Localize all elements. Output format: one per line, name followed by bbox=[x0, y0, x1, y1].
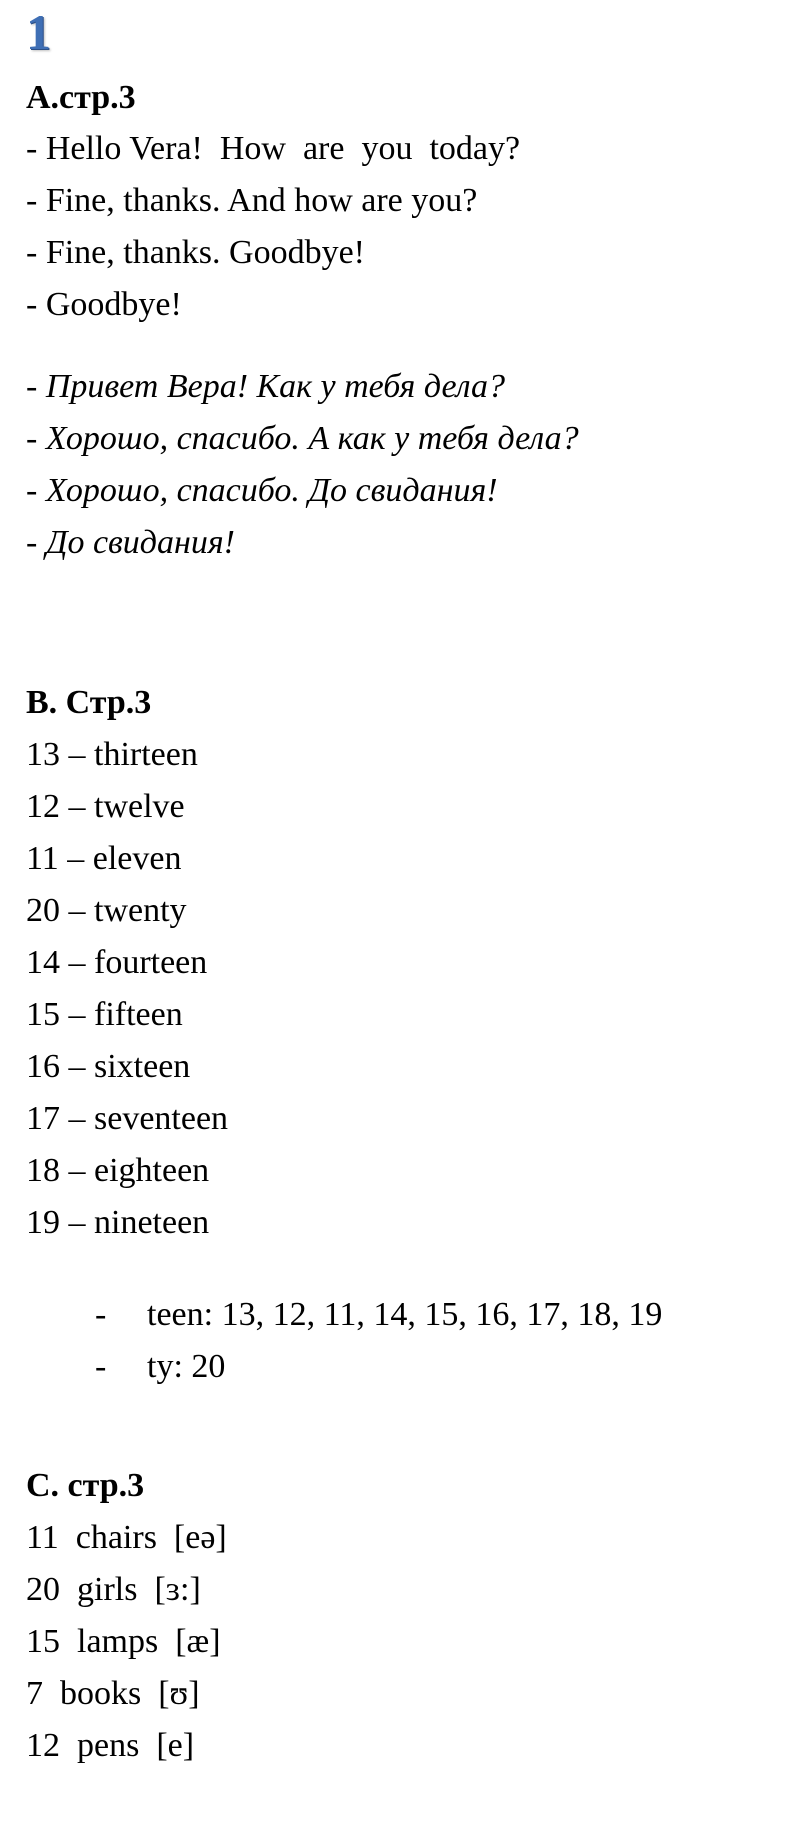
phonetic-line: 7 books [ʊ] bbox=[26, 1675, 200, 1712]
dialogue-line-en: - Fine, thanks. And how are you? bbox=[26, 182, 478, 219]
section-c-heading: C. стр.3 bbox=[26, 1467, 145, 1504]
number-word-line: 11 – eleven bbox=[26, 840, 182, 877]
number-word-line: 14 – fourteen bbox=[26, 944, 208, 981]
number-word-line: 19 – nineteen bbox=[26, 1204, 210, 1241]
number-word-line: 13 – thirteen bbox=[26, 736, 198, 773]
page-number: 1 bbox=[26, 4, 51, 60]
section-b-heading: B. Стр.3 bbox=[26, 684, 152, 721]
dialogue-line-en: - Fine, thanks. Goodbye! bbox=[26, 234, 366, 271]
dialogue-line-en: - Hello Vera! How are you today? bbox=[26, 130, 521, 167]
number-word-line: 17 – seventeen bbox=[26, 1100, 229, 1137]
dialogue-line-ru: - До свидания! bbox=[26, 524, 235, 561]
suffix-list-text: ty: 20 bbox=[147, 1348, 226, 1385]
dialogue-line-ru: - Хорошо, спасибо. До свидания! bbox=[26, 472, 498, 509]
dialogue-line-ru: - Привет Вера! Как у тебя дела? bbox=[26, 368, 505, 405]
dialogue-line-ru: - Хорошо, спасибо. А как у тебя дела? bbox=[26, 420, 579, 457]
bullet-dash: - bbox=[95, 1348, 107, 1385]
number-word-line: 15 – fifteen bbox=[26, 996, 183, 1033]
number-word-line: 16 – sixteen bbox=[26, 1048, 191, 1085]
phonetic-line: 11 chairs [eə] bbox=[26, 1519, 227, 1556]
suffix-list-item bbox=[78, 1307, 225, 1387]
number-word-line: 12 – twelve bbox=[26, 788, 185, 825]
dialogue-line-en: - Goodbye! bbox=[26, 286, 182, 323]
phonetic-line: 20 girls [ɜ:] bbox=[26, 1571, 201, 1608]
suffix-list-text: teen: 13, 12, 11, 14, 15, 16, 17, 18, 19 bbox=[147, 1296, 663, 1333]
phonetic-line: 12 pens [e] bbox=[26, 1727, 195, 1764]
section-a-heading: A.стр.3 bbox=[26, 79, 136, 116]
number-word-line: 18 – eighteen bbox=[26, 1152, 210, 1189]
phonetic-line: 15 lamps [æ] bbox=[26, 1623, 221, 1660]
bullet-dash: - bbox=[95, 1296, 107, 1333]
number-word-line: 20 – twenty bbox=[26, 892, 187, 929]
